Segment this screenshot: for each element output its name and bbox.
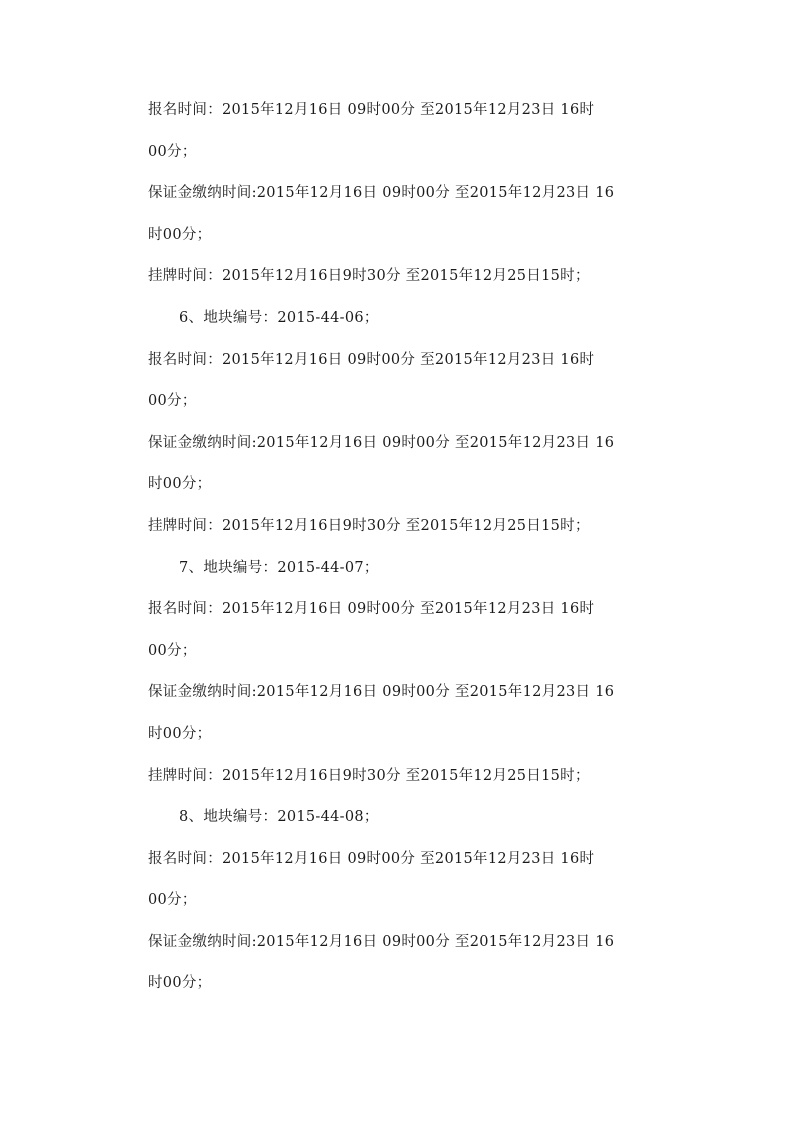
text-line: 保证金缴纳时间:2015年12月16日 09时00分 至2015年12月23日 16 bbox=[148, 933, 615, 950]
text-line: 挂牌时间：2015年12月16日9时30分 至2015年12月25日15时； bbox=[148, 268, 590, 285]
text-line: 保证金缴纳时间:2015年12月16日 09时00分 至2015年12月23日 16 bbox=[148, 684, 615, 701]
text-line: 报名时间：2015年12月16日 09时00分 至2015年12月23日 16时 bbox=[148, 850, 595, 867]
text-line: 保证金缴纳时间:2015年12月16日 09时00分 至2015年12月23日 16 bbox=[148, 185, 615, 202]
parcel-heading: 6、地块编号：2015-44-06； bbox=[179, 309, 379, 326]
text-line: 时00分； bbox=[148, 725, 212, 742]
parcel-heading: 7、地块编号：2015-44-07； bbox=[179, 559, 379, 576]
text-line: 报名时间：2015年12月16日 09时00分 至2015年12月23日 16时 bbox=[148, 601, 595, 618]
text-line: 时00分； bbox=[148, 226, 212, 243]
text-line: 00分； bbox=[148, 393, 197, 410]
text-line: 00分； bbox=[148, 143, 197, 160]
text-line: 报名时间：2015年12月16日 09时00分 至2015年12月23日 16时 bbox=[148, 351, 595, 368]
text-line: 报名时间：2015年12月16日 09时00分 至2015年12月23日 16时 bbox=[148, 102, 595, 118]
parcel-heading: 8、地块编号：2015-44-08； bbox=[179, 809, 379, 826]
text-line: 保证金缴纳时间:2015年12月16日 09时00分 至2015年12月23日 16 bbox=[148, 434, 615, 451]
text-line: 00分； bbox=[148, 892, 197, 909]
text-line: 挂牌时间：2015年12月16日9时30分 至2015年12月25日15时； bbox=[148, 767, 590, 784]
document-body bbox=[148, 100, 658, 1015]
text-line: 时00分； bbox=[148, 476, 212, 493]
text-line: 00分； bbox=[148, 642, 197, 659]
text-line: 挂牌时间：2015年12月16日9时30分 至2015年12月25日15时； bbox=[148, 517, 590, 534]
text-line: 时00分； bbox=[148, 975, 212, 992]
